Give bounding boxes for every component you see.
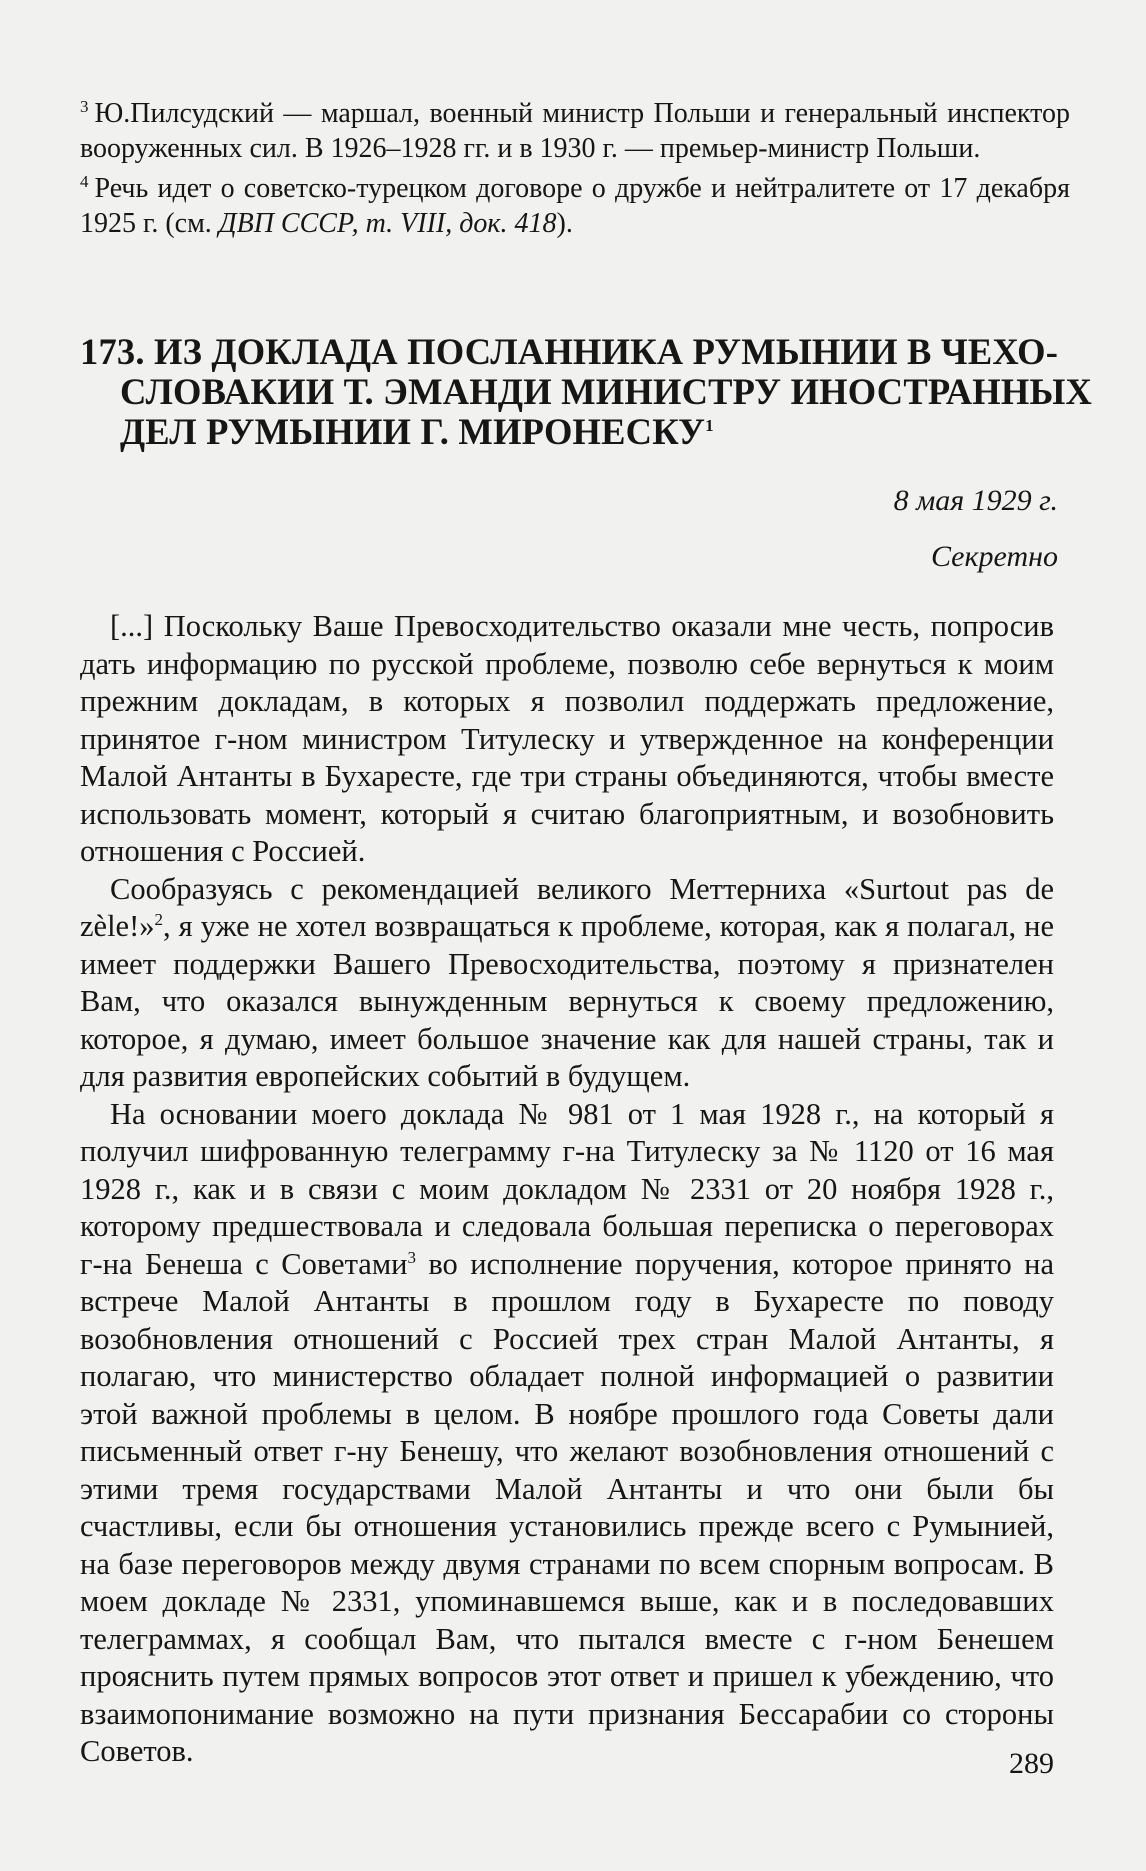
document-date: 8 мая 1929 г. xyxy=(893,484,1058,517)
footnotes xyxy=(80,96,1070,246)
classification-label: Секретно xyxy=(930,540,1058,573)
paragraph-text: , я уже не хотел возвращаться к проблеме, которая, как я полагал, не имеет поддержки Вашего Превосходительства, поэтому я признателен Вам, что оказался вынужденным вернуться к своему предложению, которое, я думаю, имеет большое значение как для нашей страны, так и для развития европейских событий в будущем. xyxy=(80,909,1054,1093)
heading-line: СЛОВАКИИ Т. ЭМАНДИ МИНИСТРУ ИНОСТРАННЫХ xyxy=(120,371,1093,412)
footnote-mark: 3 xyxy=(80,96,89,116)
paragraph xyxy=(80,871,1054,1096)
footnote-4 xyxy=(80,171,1070,241)
footnote-text-end: ). xyxy=(556,208,573,239)
heading-line-last xyxy=(80,412,1060,452)
footnote-3 xyxy=(80,96,1070,166)
paragraph-text: На основании моего доклада № 981 от 1 мая 1928 г., на который я получил шифрованную телеграмму г-на Титулеску за № 1120 от 16 мая 1928 г., как и в связи с моим докладом № 2331 от 20 ноября 1928 г., которому предшествовала и следовала большая переписка о переговорах г-на Бенеша с Советами xyxy=(80,1096,1054,1281)
paragraph xyxy=(80,1096,1054,1771)
heading-line-text: ДЕЛ РУМЫНИИ Г. МИРОНЕСКУ xyxy=(120,411,706,452)
note-mark: 3 xyxy=(407,1247,416,1267)
document-body xyxy=(80,608,1054,1771)
footnote-mark: 4 xyxy=(80,171,89,191)
footnote-text: Речь идет о советско-турецком договоре о дружбе и нейтралитете от 17 декабря 1925 г. (см. xyxy=(80,173,1070,239)
paragraph: [...] Поскольку Ваше Превосходительство оказали мне честь, попросив дать информацию по русской проблеме, позволю себе вернуться к моим прежним докладам, в которых я позволил поддержать предложение, принятое г-ном министром Титулеску и утвержденное на конференции Малой Антанты в Бухаресте, где три страны объединяются, чтобы вместе использовать момент, который я считаю благоприятным, и возобновить отношения с Россией. xyxy=(80,609,1054,868)
note-mark: 2 xyxy=(154,909,163,929)
page-number: 289 xyxy=(1009,1747,1054,1780)
heading-note-mark: 1 xyxy=(705,415,714,435)
paragraph-text: Сообразуясь с рекомендацией великого Меттерниха «Surtout pas de zèle!» xyxy=(80,871,1054,943)
footnote-text: Ю.Пилсудский — маршал, военный министр Польши и генеральный инспектор вооруженных сил. В 1926–1928 гг. и в 1930 г. — премьер-министр Польши. xyxy=(80,98,1070,164)
footnote-citation: ДВП СССР, т. VIII, док. 418 xyxy=(218,208,557,239)
heading-line: 173. ИЗ ДОКЛАДА ПОСЛАННИКА РУМЫНИИ В ЧЕХО- xyxy=(80,331,1059,372)
paragraph-text: во исполнение поручения, которое принято на встрече Малой Антанты в прошлом году в Бухаресте по поводу возобновления отношений с Россией трех стран Малой Антанты, я полагаю, что министерство обладает полной информацией о развитии этой важной проблемы в целом. В ноябре прошлого года Советы дали письменный ответ г-ну Бенешу, что желают возобновления отношений с этими тремя государствами Малой Антанты и что они были бы счастливы, если бы отношения установились прежде всего с Румынией, на базе переговоров между двумя странами по всем спорным вопросам. В моем докладе № 2331, упоминавшемся выше, как и в последовавших телеграммах, я сообщал Вам, что пытался вместе с г-ном Бенешем прояснить путем прямых вопросов этот ответ и пришел к убеждению, что взаимопонимание возможно на пути признания Бессарабии со стороны Советов. xyxy=(80,1246,1054,1768)
document-heading xyxy=(80,331,1093,452)
